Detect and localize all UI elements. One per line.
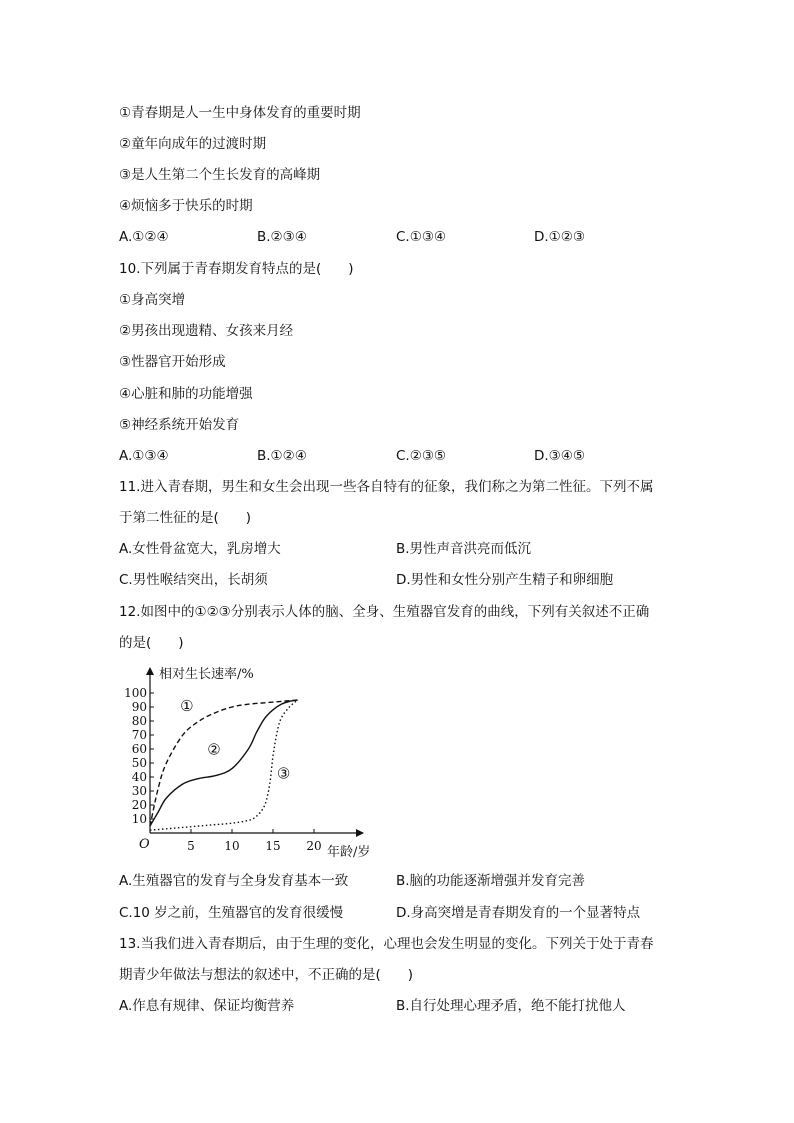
q12-option-a: A.生殖器官的发育与全身发育基本一致 (119, 873, 349, 889)
series-line-1 (150, 700, 298, 826)
x-tick-label: 20 (306, 839, 322, 853)
q11-options-row1 (119, 540, 679, 558)
y-tick-label: 40 (131, 770, 147, 784)
q9-statement-3: ③是人生第二个生长发育的高峰期 (119, 167, 321, 183)
q11-stem-line1: 11.进入青春期，男生和女生会出现一些各自特有的征象，我们称之为第二性征。下列不属 (119, 479, 654, 495)
series-label-2: ② (207, 740, 221, 759)
q9-option-c: C.①③④ (396, 229, 447, 245)
q12-stem-line2: 的是( ) (119, 635, 184, 651)
series-line-2 (150, 700, 298, 826)
y-tick-label: 90 (131, 700, 147, 714)
y-axis-label: 相对生长速率/% (159, 667, 254, 682)
q10-statement-2: ②男孩出现遗精、女孩来月经 (119, 323, 294, 339)
q11-option-a: A.女性骨盆宽大，乳房增大 (119, 541, 281, 557)
q11-options-row2 (119, 571, 679, 589)
y-tick-label: 20 (131, 798, 147, 812)
y-tick-label: 30 (131, 784, 147, 798)
q10-statement-1: ①身高突增 (119, 292, 186, 308)
y-tick-label: 60 (131, 742, 147, 756)
q10-option-b: B.①②④ (257, 448, 307, 464)
q10-option-c: C.②③⑤ (396, 448, 447, 464)
q13-option-a: A.作息有规律、保证均衡营养 (119, 998, 295, 1014)
q10-statement-3: ③性器官开始形成 (119, 354, 226, 370)
q13-stem-line1: 13.当我们进入青春期后，由于生理的变化，心理也会发生明显的变化。下列关于处于青春 (119, 936, 654, 952)
q12-options-row2 (119, 904, 679, 922)
q10-statement-5: ⑤神经系统开始发育 (119, 417, 240, 433)
y-tick-label: 50 (131, 756, 147, 770)
q13-options-row1 (119, 997, 679, 1015)
q9-option-b: B.②③④ (257, 229, 307, 245)
y-tick-label: 10 (131, 812, 147, 826)
q13-option-b: B.自行处理心理矛盾，绝不能打扰他人 (396, 998, 626, 1014)
q11-option-d: D.男性和女性分别产生精子和卵细胞 (396, 572, 614, 588)
q12-options-row1 (119, 872, 679, 890)
q11-option-c: C.男性喉结突出，长胡须 (119, 572, 268, 588)
q9-options (119, 228, 679, 246)
q10-option-d: D.③④⑤ (534, 448, 585, 464)
q9-statement-2: ②童年向成年的过渡时期 (119, 136, 267, 152)
x-tick-label: 10 (224, 839, 240, 853)
x-tick-label: 15 (265, 839, 281, 853)
q11-option-b: B.男性声音洪亮而低沉 (396, 541, 532, 557)
q12-option-d: D.身高突增是青春期发育的一个显著特点 (396, 905, 641, 921)
series-label-1: ① (180, 697, 194, 716)
x-tick-label: 5 (187, 839, 195, 853)
growth-rate-chart (115, 662, 385, 862)
q10-option-a: A.①③④ (119, 448, 169, 464)
origin-label: O (139, 837, 150, 852)
q10-options (119, 447, 679, 465)
q9-option-d: D.①②③ (534, 229, 585, 245)
q12-stem-line1: 12.如图中的①②③分别表示人体的脑、全身、生殖器官发育的曲线，下列有关叙述不正确 (119, 604, 650, 620)
q11-stem-line2: 于第二性征的是( ) (119, 510, 252, 526)
y-tick-label: 80 (131, 714, 147, 728)
q9-statement-1: ①青春期是人一生中身体发育的重要时期 (119, 105, 361, 121)
q10-stem: 10.下列属于青春期发育特点的是( ) (119, 261, 354, 277)
series-label-3: ③ (276, 764, 291, 783)
x-axis-label: 年龄/岁 (327, 845, 371, 860)
q9-option-a: A.①②④ (119, 229, 169, 245)
y-tick-label: 100 (124, 686, 147, 700)
q9-statement-4: ④烦恼多于快乐的时期 (119, 198, 253, 214)
q10-statement-4: ④心脏和肺的功能增强 (119, 386, 253, 402)
q12-option-c: C.10 岁之前，生殖器官的发育很缓慢 (119, 905, 344, 921)
q13-stem-line2: 期青少年做法与想法的叙述中，不正确的是( ) (119, 967, 414, 983)
series-line-3 (150, 700, 298, 830)
q12-option-b: B.脑的功能逐渐增强并发育完善 (396, 873, 586, 889)
y-tick-label: 70 (131, 728, 147, 742)
